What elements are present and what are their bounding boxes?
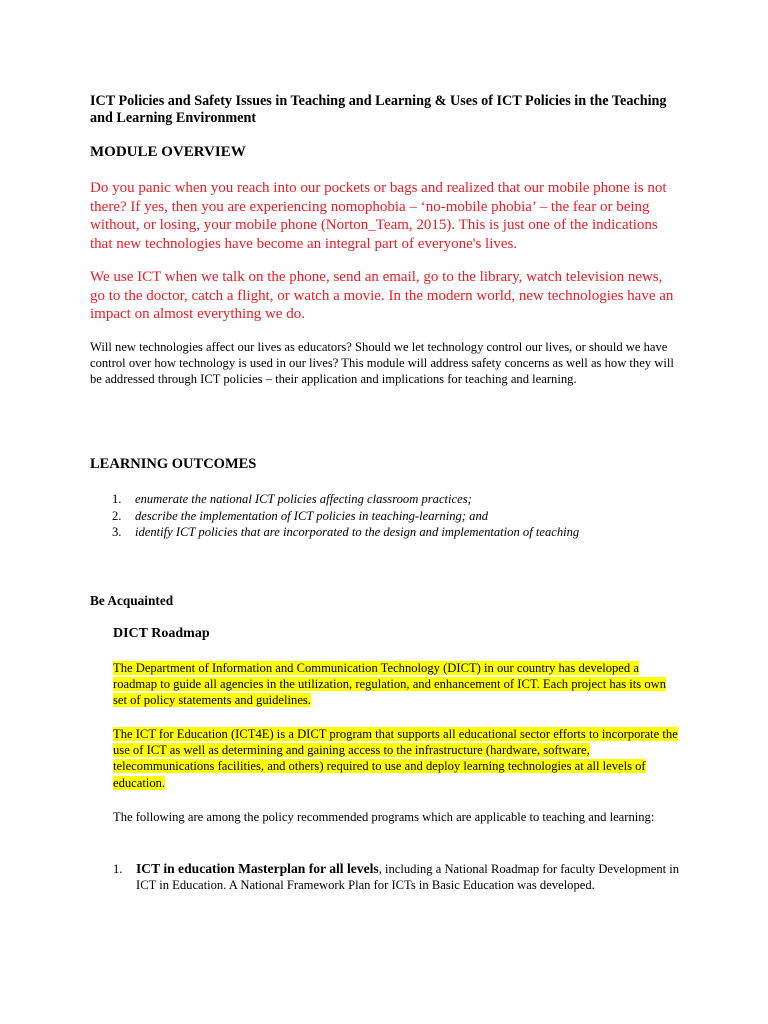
learning-outcomes-heading: LEARNING OUTCOMES — [90, 456, 257, 472]
module-overview-heading: MODULE OVERVIEW — [90, 144, 246, 160]
list-item — [112, 524, 672, 541]
list-item-text: describe the implementation of ICT policies in teaching-learning; and — [135, 508, 489, 523]
learning-outcomes-list — [112, 491, 672, 541]
overview-paragraph-2: We use ICT when we talk on the phone, send an email, go to the library, watch television news, go to the doctor, catch a flight, or watch a movie. In the modern world, new technologies have an impact on almost everything we do. — [90, 269, 674, 322]
list-number: 1. — [112, 492, 122, 506]
list-item — [112, 491, 672, 508]
program-item-text — [136, 861, 683, 893]
highlighted-text: The ICT for Education (ICT4E) is a DICT program that supports all educational sector efforts to incorporate the use of ICT as well as determining and gaining access to the infrastructure (hardware, software, telecommunications facilities, and others) required to use and deploy learning technologies at all levels of education. — [113, 727, 678, 790]
program-list-item — [113, 861, 683, 893]
program-item-bold: ICT in education Masterplan for all levels — [136, 861, 379, 876]
overview-paragraph-1: Do you panic when you reach into our pockets or bags and realized that our mobile phone is not there? If yes, then you are experiencing nomophobia – ‘no-mobile phobia’ – the fear or being without, or losing, your mobile phone (Norton_Team, 2015). This is just one of the indications that new technologies have become an integral part of everyone's lives. — [90, 180, 667, 252]
list-item-text: enumerate the national ICT policies affecting classroom practices; — [135, 492, 472, 506]
list-number: 3. — [112, 525, 122, 539]
highlighted-text: The Department of Information and Communication Technology (DICT) in our country has developed a roadmap to guide all agencies in the utilization, regulation, and enhancement of ICT. Each project has its own set of policy statements and guidelines. — [113, 661, 667, 708]
dict-roadmap-heading: DICT Roadmap — [113, 626, 210, 641]
highlighted-paragraph-1 — [113, 660, 678, 709]
overview-paragraph-3: Will new technologies affect our lives as educators? Should we let technology control our lives, or should we have control over how technology is used in our lives? This module will address safety concerns as well as how they will be addressed through ICT policies – their application and implications for teaching and learning. — [90, 340, 674, 386]
list-number: 1. — [113, 862, 123, 876]
list-item — [112, 508, 672, 525]
document-title: ICT Policies and Safety Issues in Teaching and Learning & Uses of ICT Policies in the Teaching and Learning Environment — [90, 93, 667, 126]
program-item-rest: , including a National Roadmap for faculty Development in ICT in Education. A National Framework Plan for ICTs in Basic Education was developed. — [136, 862, 680, 892]
highlighted-paragraph-2 — [113, 726, 678, 791]
list-item-text: identify ICT policies that are incorporated to the design and implementation of teaching — [135, 525, 580, 539]
list-number: 2. — [112, 508, 122, 523]
programs-intro-paragraph: The following are among the policy recommended programs which are applicable to teaching and learning: — [113, 810, 655, 824]
be-acquainted-heading: Be Acquainted — [90, 593, 174, 608]
